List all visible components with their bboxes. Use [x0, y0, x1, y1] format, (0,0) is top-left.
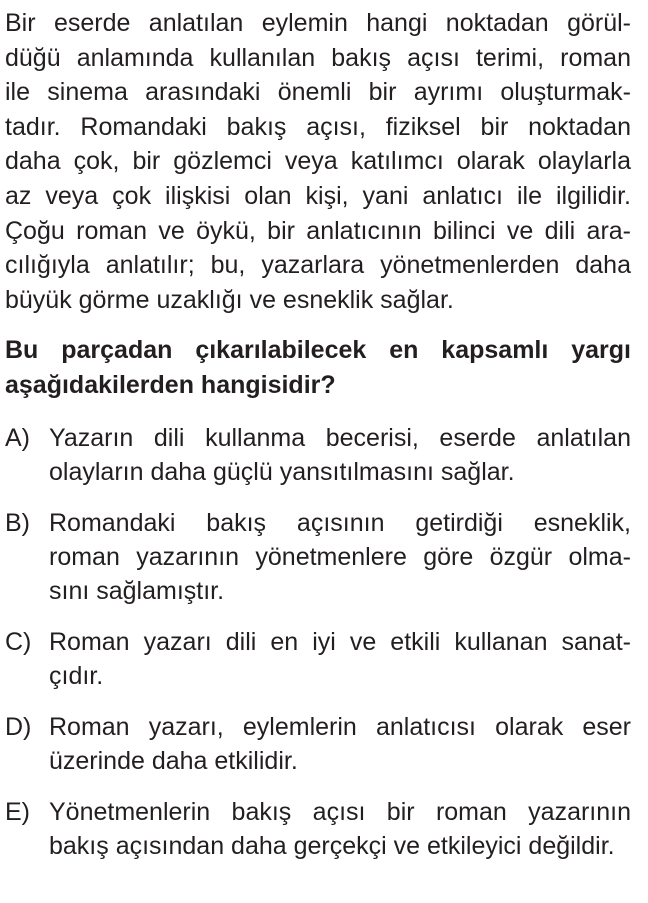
option-letter: E) — [5, 798, 30, 827]
passage-line: daha çok, bir gözlemci veya katılımcı olarak olaylarla — [5, 147, 631, 176]
option-text-line: sını sağlamıştır. — [49, 577, 225, 606]
option-letter: B) — [5, 509, 30, 538]
answer-options — [5, 421, 631, 863]
option-text-line: üzerinde daha etkilidir. — [49, 747, 298, 776]
passage-line: cılığıyla anlatılır; bu, yazarlara yönetmenlerden daha — [5, 251, 631, 280]
passage-line: tadır. Romandaki bakış açısı, fiziksel bir noktadan — [5, 112, 631, 141]
option-c[interactable] — [5, 625, 631, 693]
option-text-line: çıdır. — [49, 662, 104, 691]
passage-line: Çoğu roman ve öykü, bir anlatıcının bilinci ve dili ara- — [5, 216, 631, 245]
passage-line: Bir eserde anlatılan eylemin hangi noktadan görül- — [5, 9, 631, 37]
option-text-line: olayların daha güçlü yansıtılmasını sağlar. — [49, 458, 515, 487]
passage-line: büyük görme uzaklığı ve esneklik sağlar. — [5, 285, 454, 314]
option-text-line: Romandaki bakış açısının getirdiği esneklik, — [49, 509, 631, 538]
option-letter: A) — [5, 424, 30, 453]
option-text-line: Yönetmenlerin bakış açısı bir roman yazarının — [49, 798, 631, 827]
question-line: Bu parçadan çıkarılabilecek en kapsamlı yargı — [5, 336, 631, 365]
passage-line: az veya çok ilişkisi olan kişi, yani anlatıcı ile ilgilidir. — [5, 181, 631, 210]
option-letter: D) — [5, 713, 32, 742]
reading-passage — [5, 6, 631, 317]
option-e[interactable] — [5, 795, 631, 863]
passage-line: düğü anlamında kullanılan bakış açısı terimi, roman — [5, 43, 631, 72]
question-page — [5, 6, 631, 880]
option-text-line: Roman yazarı dili en iyi ve etkili kullanan sanat- — [49, 628, 631, 657]
passage-line: ile sinema arasındaki önemli bir ayrımı oluşturmak- — [5, 78, 631, 107]
question-line: aşağıdakilerden hangisidir? — [5, 371, 336, 400]
option-a[interactable] — [5, 421, 631, 489]
option-text-line: Roman yazarı, eylemlerin anlatıcısı olarak eser — [49, 713, 631, 742]
option-text-line: roman yazarının yönetmenlere göre özgür olma- — [49, 543, 631, 572]
option-text-line: bakış açısından daha gerçekçi ve etkileyici değildir. — [49, 832, 615, 861]
option-d[interactable] — [5, 710, 631, 778]
question-stem — [5, 333, 631, 403]
option-b[interactable] — [5, 506, 631, 608]
option-text-line: Yazarın dili kullanma becerisi, eserde anlatılan — [49, 424, 631, 453]
option-letter: C) — [5, 628, 32, 657]
